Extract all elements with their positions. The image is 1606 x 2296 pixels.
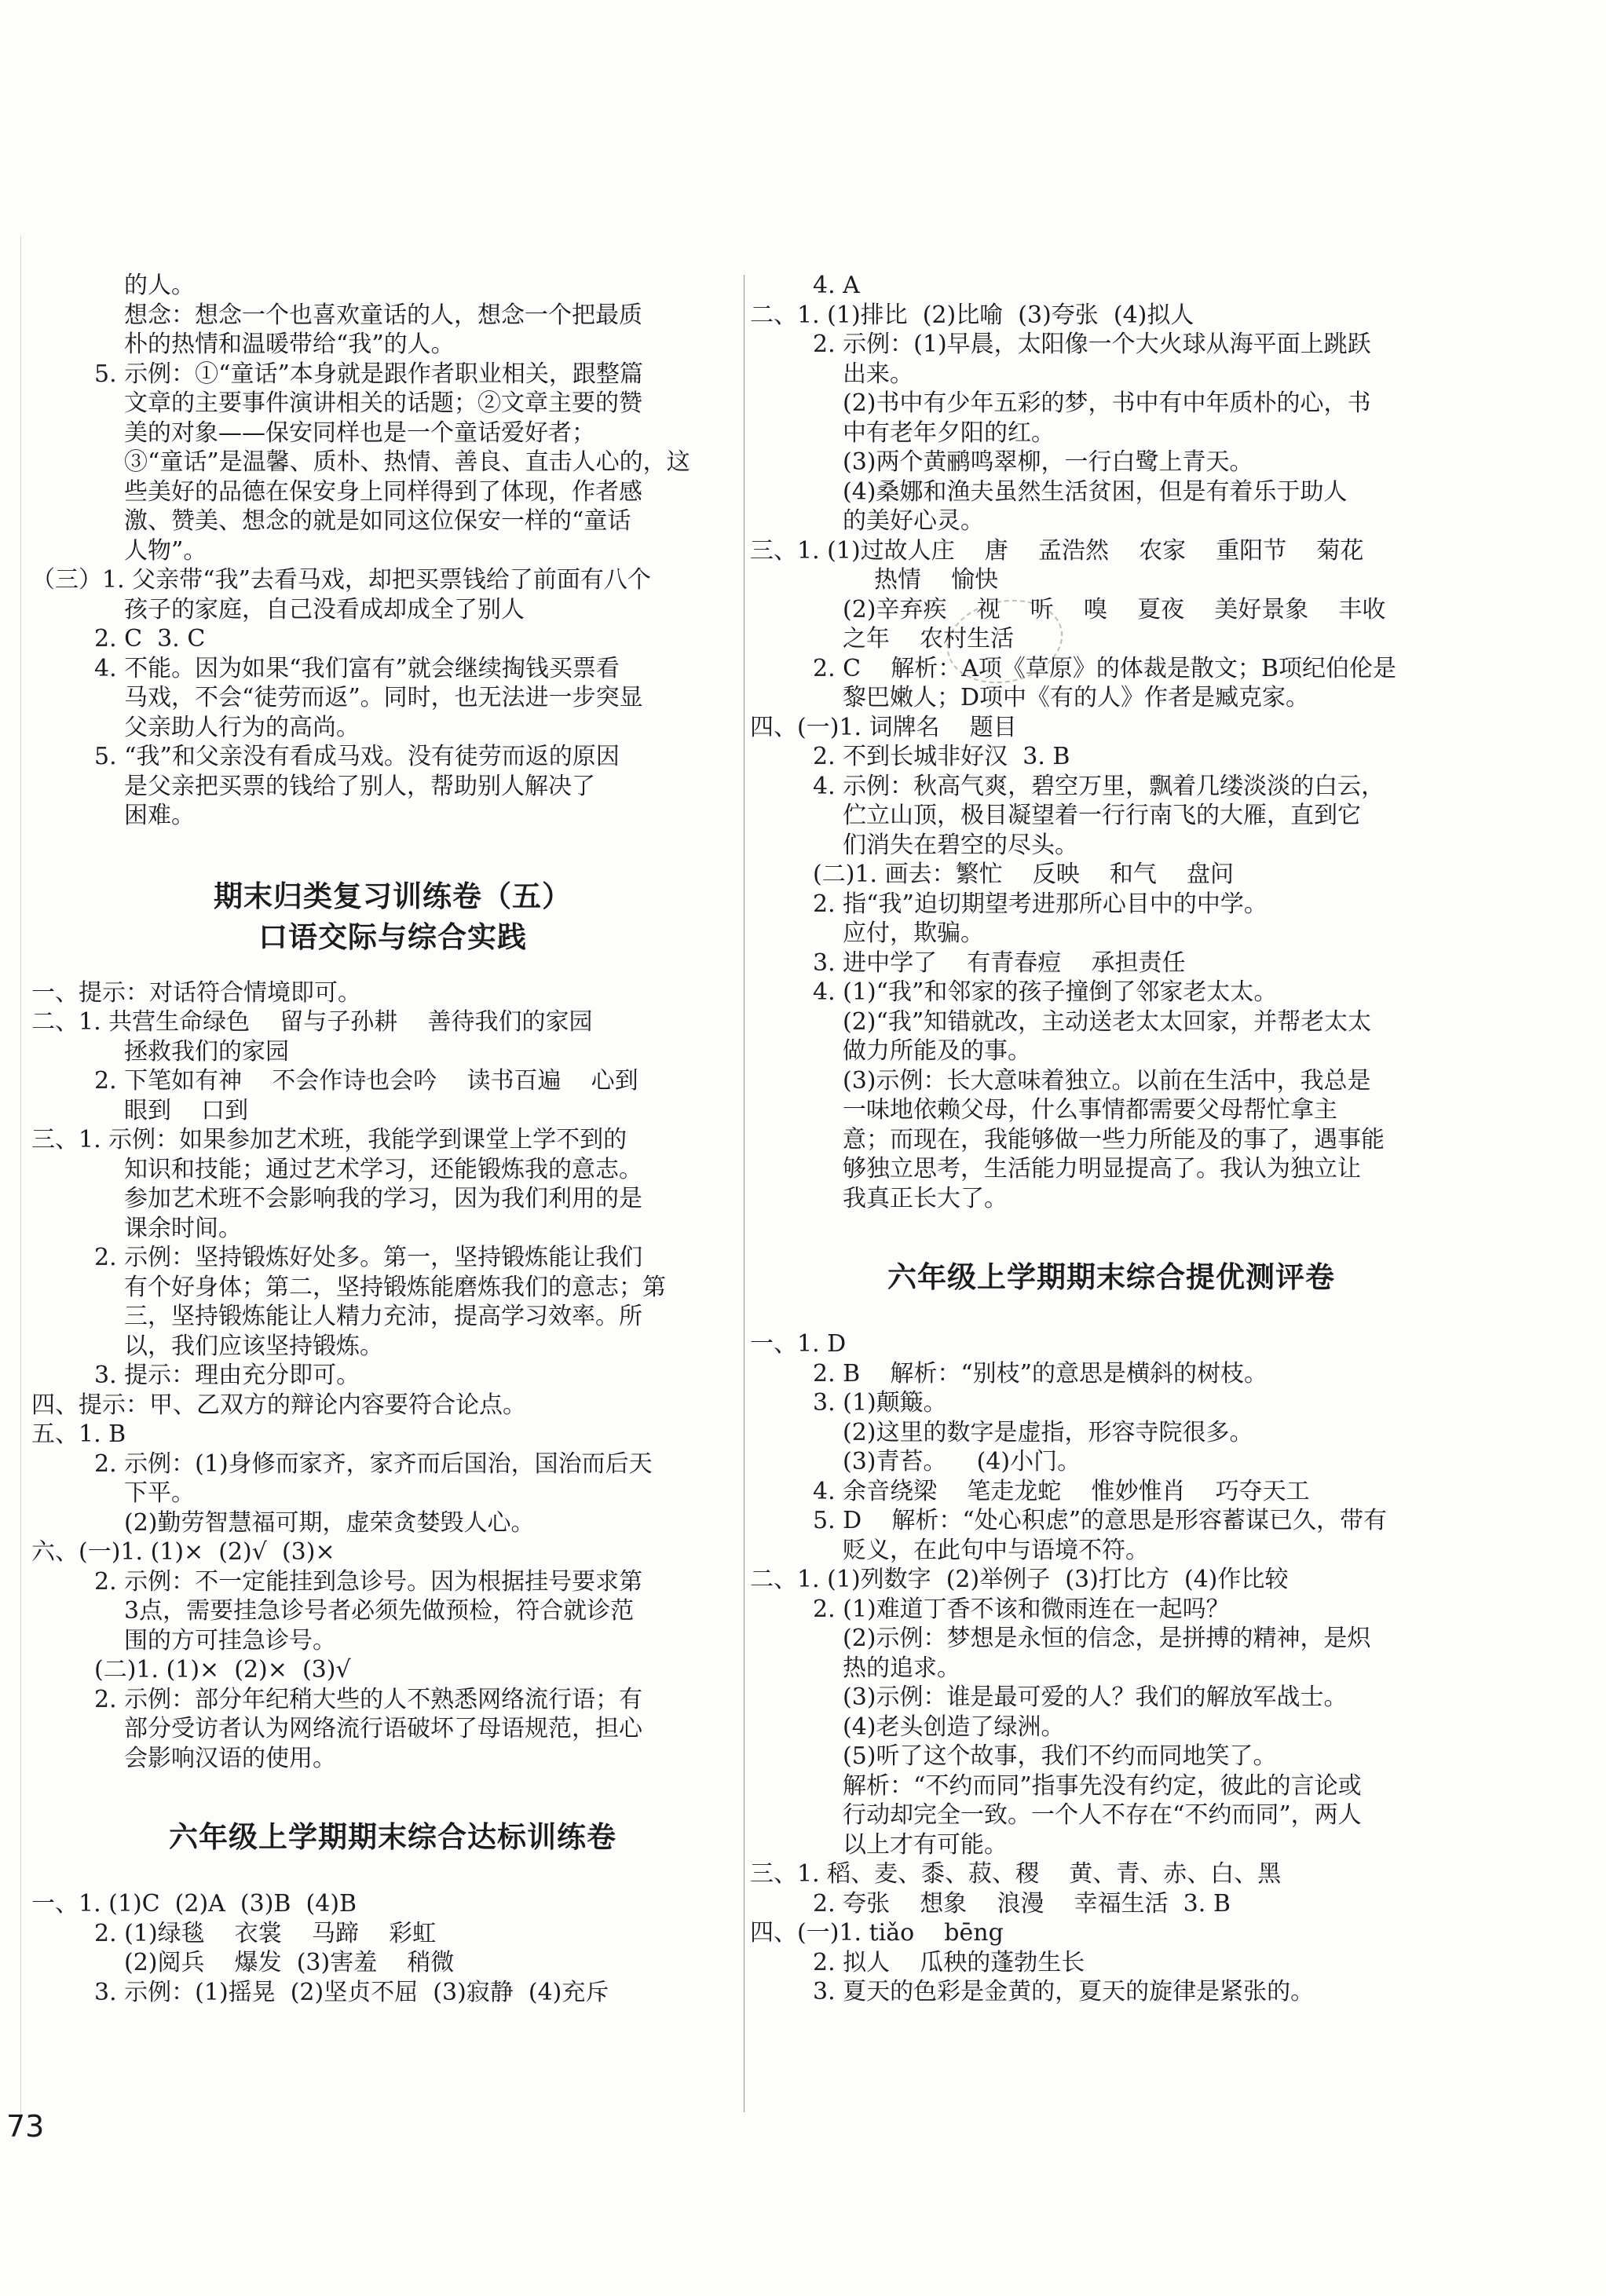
- answer-line: 父亲助人行为的高尚。: [124, 713, 360, 741]
- answer-line: 四、(一)1. tiǎo bēng: [750, 1919, 1004, 1947]
- answer-line: (2)示例：梦想是永恒的信念，是拼搏的精神，是炽: [843, 1625, 1371, 1652]
- section-heading: 六年级上学期期末综合提优测评卷: [887, 1260, 1335, 1294]
- answer-line: 二、1. (1)列数字 (2)举例子 (3)打比方 (4)作比较: [750, 1566, 1289, 1593]
- answer-line: 以上才有可能。: [843, 1830, 1008, 1859]
- answer-line: 马戏，不会“徒劳而返”。同时，也无法进一步突显: [124, 684, 643, 711]
- answer-line: (二)1. 画去：繁忙 反映 和气 盘问: [813, 861, 1235, 888]
- answer-line: 2. 示例：(1)早晨，太阳像一个大火球从海平面上跳跃: [813, 331, 1371, 358]
- answer-line: 够独立思考，生活能力明显提高了。我认为独立让: [843, 1155, 1361, 1183]
- answer-line: 的美好心灵。: [843, 507, 984, 535]
- answer-line: 一味地依赖父母，什么事情都需要父母帮忙拿主: [843, 1096, 1337, 1124]
- answer-line: 是父亲把买票的钱给了别人，帮助别人解决了: [124, 772, 595, 800]
- answer-line: 5. D 解析：“处心积虑”的意思是形容蓄谋已久，带有: [813, 1507, 1388, 1534]
- answer-line: 5. “我”和父亲没有看成马戏。没有徒劳而返的原因: [94, 743, 620, 770]
- answer-line: 人物”。: [124, 536, 207, 565]
- answer-line: 2. 示例：不一定能挂到急诊号。因为根据挂号要求第: [94, 1567, 643, 1596]
- answer-line: 2. 不到长城非好汉 3. B: [813, 743, 1070, 770]
- answer-line: 二、1. 共营生命绿色 留与子孙耕 善待我们的家园: [31, 1008, 593, 1036]
- answer-line: 一、1. D: [750, 1330, 847, 1358]
- answer-line: 激、赞美、想念的就是如同这位保安一样的“童话: [124, 507, 631, 535]
- answer-line: 2. (1)难道丁香不该和微雨连在一起吗？: [813, 1595, 1230, 1623]
- answer-line: 伫立山顶，极目凝望着一行行南飞的大雁，直到它: [843, 802, 1361, 829]
- answer-line: 意；而现在，我能够做一些力所能及的事了，遇事能: [843, 1125, 1385, 1153]
- answer-line: 行动却完全一致。一个人不存在“不约而同”，两人: [843, 1801, 1362, 1829]
- answer-line: 拯救我们的家园: [124, 1037, 289, 1066]
- page-number: 73: [6, 2109, 45, 2144]
- answer-line: 4. 不能。因为如果“我们富有”就会继续掏钱买票看: [94, 654, 620, 682]
- answer-line: 课余时间。: [124, 1214, 242, 1242]
- answer-line: 三、1. (1)过故人庄 唐 孟浩然 农家 重阳节 菊花: [750, 536, 1364, 565]
- section-heading: 期末归类复习训练卷（五）: [214, 879, 572, 913]
- answer-line: 会影响汉语的使用。: [124, 1744, 336, 1772]
- binding-edge: [0, 236, 21, 2120]
- answer-line: 5. 示例：①“童话”本身就是跟作者职业相关，跟整篇: [94, 360, 643, 388]
- answer-line: 2. 夸张 想象 浪漫 幸福生活 3. B: [813, 1889, 1231, 1918]
- answer-line: 热的追求。: [843, 1654, 960, 1682]
- answer-line: 2. 示例：坚持锻炼好处多。第一，坚持锻炼能让我们: [94, 1244, 643, 1271]
- answer-line: 参加艺术班不会影响我的学习，因为我们利用的是: [124, 1185, 642, 1212]
- answer-line: 朴的热情和温暖带给“我”的人。: [124, 331, 455, 358]
- answer-line: 2. C 3. C: [94, 625, 206, 653]
- answer-line: 2. 下笔如有神 不会作诗也会吟 读书百遍 心到: [94, 1067, 638, 1095]
- answer-line: 2. C 解析：A项《草原》的体裁是散文；B项纪伯伦是: [813, 654, 1396, 682]
- answer-line: （三）1. 父亲带“我”去看马戏，却把买票钱给了前面有八个: [31, 566, 651, 594]
- answer-line: 孩子的家庭，自己没看成却成全了别人: [124, 595, 525, 623]
- answer-line: 3. 提示：理由充分即可。: [94, 1362, 360, 1389]
- answer-line: 有个好身体；第二，坚持锻炼能磨炼我们的意志；第: [124, 1273, 666, 1301]
- answer-line: 3. (1)颠簸。: [813, 1389, 947, 1417]
- answer-line: 困难。: [124, 802, 195, 829]
- answer-line: 四、提示：甲、乙双方的辩论内容要符合论点。: [31, 1391, 526, 1419]
- answer-line: 三，坚持锻炼能让人精力充沛，提高学习效率。所: [124, 1303, 642, 1330]
- answer-line: 4. A: [813, 272, 860, 299]
- answer-line: 我真正长大了。: [843, 1184, 1008, 1212]
- answer-line: 3. 夏天的色彩是金黄的，夏天的旋律是紧张的。: [813, 1978, 1315, 2005]
- answer-line: (2)勤劳智慧福可期，虚荣贪婪毁人心。: [124, 1508, 535, 1537]
- answer-line: 知识和技能；通过艺术学习，还能锻炼我的意志。: [124, 1155, 642, 1183]
- answer-line: 六、(一)1. (1)× (2)√ (3)×: [31, 1538, 335, 1566]
- answer-line: 2. 示例：(1)身修而家齐，家齐而后国治，国治而后天: [94, 1450, 653, 1478]
- answer-line: 3. 示例：(1)摇晃 (2)坚贞不屈 (3)寂静 (4)充斥: [94, 1978, 609, 2006]
- answer-line: (5)听了这个故事，我们不约而同地笑了。: [843, 1742, 1277, 1770]
- answer-line: 之年 农村生活: [843, 625, 1015, 653]
- left-column: [31, 271, 754, 2007]
- answer-line: 三、1. 稻、麦、黍、菽、稷 黄、青、赤、白、黑: [750, 1860, 1282, 1888]
- answer-line: 应付，欺骗。: [843, 919, 984, 947]
- section-heading: 六年级上学期期末综合达标训练卷: [169, 1820, 616, 1854]
- answer-line: 五、1. B: [31, 1420, 126, 1448]
- answer-line: 4. 示例：秋高气爽，碧空万里，飘着几缕淡淡的白云，: [813, 772, 1385, 800]
- answer-line: 四、(一)1. 词牌名 题目: [750, 713, 1017, 741]
- answer-line: 中有老年夕阳的红。: [843, 419, 1055, 447]
- answer-line: 三、1. 示例：如果参加艺术班，我能学到课堂上学不到的: [31, 1126, 627, 1153]
- answer-line: 出来。: [843, 360, 913, 388]
- answer-line: 以，我们应该坚持锻炼。: [124, 1332, 383, 1360]
- answer-line: (3)两个黄鹂鸣翠柳，一行白鹭上青天。: [843, 448, 1253, 476]
- answer-line: 的人。: [124, 272, 195, 299]
- answer-line: (二)1. (1)× (2)× (3)√: [94, 1656, 351, 1684]
- answer-line: 想念：想念一个也喜欢童话的人，想念一个把最质: [124, 301, 642, 329]
- answer-line: (2)这里的数字是虚指，形容寺院很多。: [843, 1418, 1253, 1446]
- answer-line: 4. 余音绕梁 笔走龙蛇 惟妙惟肖 巧夺天工: [813, 1477, 1310, 1505]
- answer-line: 热情 愉快: [874, 566, 999, 594]
- answer-line: (4)桑娜和渔夫虽然生活贫困，但是有着乐于助人: [843, 477, 1348, 506]
- answer-line: (2)辛弃疾 视 听 嗅 夏夜 美好景象 丰收: [843, 595, 1386, 623]
- answer-line: 2. (1)绿毯 衣裳 马蹄 彩虹: [94, 1919, 437, 1947]
- answer-line: 2. B 解析：“别枝”的意思是横斜的树枝。: [813, 1359, 1268, 1387]
- answer-line: 些美好的品德在保安身上同样得到了体现，作者感: [124, 477, 642, 506]
- answer-line: 部分受访者认为网络流行语破坏了母语规范，担心: [124, 1715, 642, 1742]
- answer-line: (4)老头创造了绿洲。: [843, 1713, 1065, 1741]
- answer-line: 围的方可挂急诊号。: [124, 1626, 336, 1654]
- answer-line: 3. 进中学了 有青春痘 承担责任: [813, 949, 1186, 977]
- answer-line: 黎巴嫩人；D项中《有的人》作者是臧克家。: [843, 684, 1310, 711]
- answer-line: 3点，需要挂急诊号者必须先做预检，符合就诊范: [124, 1597, 635, 1625]
- answer-line: 贬义，在此句中与语境不符。: [843, 1536, 1149, 1564]
- answer-line: ③“童话”是温馨、质朴、热情、善良、直击人心的，这: [124, 448, 690, 476]
- answer-line: 二、1. (1)排比 (2)比喻 (3)夸张 (4)拟人: [750, 301, 1194, 329]
- answer-line: (2)“我”知错就改，主动送老太太回家，并帮老太太: [843, 1007, 1372, 1036]
- answer-line: 一、提示：对话符合情境即可。: [31, 978, 361, 1007]
- answer-line: (2)书中有少年五彩的梦，书中有中年质朴的心，书: [843, 389, 1371, 417]
- answer-line: 们消失在碧空的尽头。: [843, 831, 1078, 859]
- section-subheading: 口语交际与综合实践: [258, 919, 527, 954]
- answer-line: 2. 示例：部分年纪稍大些的人不熟悉网络流行语；有: [94, 1685, 643, 1713]
- answer-line: 2. 指“我”迫切期望考进那所心目中的中学。: [813, 890, 1268, 918]
- answer-line: 4. (1)“我”和邻家的孩子撞倒了邻家老太太。: [813, 978, 1278, 1006]
- answer-line: 2. 拟人 瓜秧的蓬勃生长: [813, 1948, 1085, 1976]
- answer-line: 文章的主要事件演讲相关的话题；②文章主要的赞: [124, 389, 642, 417]
- answer-line: (3)青苔。 (4)小门。: [843, 1448, 1081, 1475]
- answer-line: 解析：“不约而同”指事先没有约定，彼此的言论或: [843, 1771, 1362, 1800]
- answer-line: 一、1. (1)C (2)A (3)B (4)B: [31, 1890, 357, 1918]
- answer-line: 眼到 口到: [124, 1096, 249, 1124]
- answer-line: 美的对象——保安同样也是一个童话爱好者；: [124, 419, 595, 447]
- right-column: [750, 271, 1472, 2007]
- answer-line: 下平。: [124, 1479, 195, 1507]
- answer-line: (2)阅兵 爆发 (3)害羞 稍微: [124, 1949, 455, 1976]
- answer-line: 做力所能及的事。: [843, 1037, 1031, 1065]
- answer-line: (3)示例：长大意味着独立。以前在生活中，我总是: [843, 1066, 1371, 1095]
- answer-line: (3)示例：谁是最可爱的人？我们的解放军战士。: [843, 1684, 1348, 1711]
